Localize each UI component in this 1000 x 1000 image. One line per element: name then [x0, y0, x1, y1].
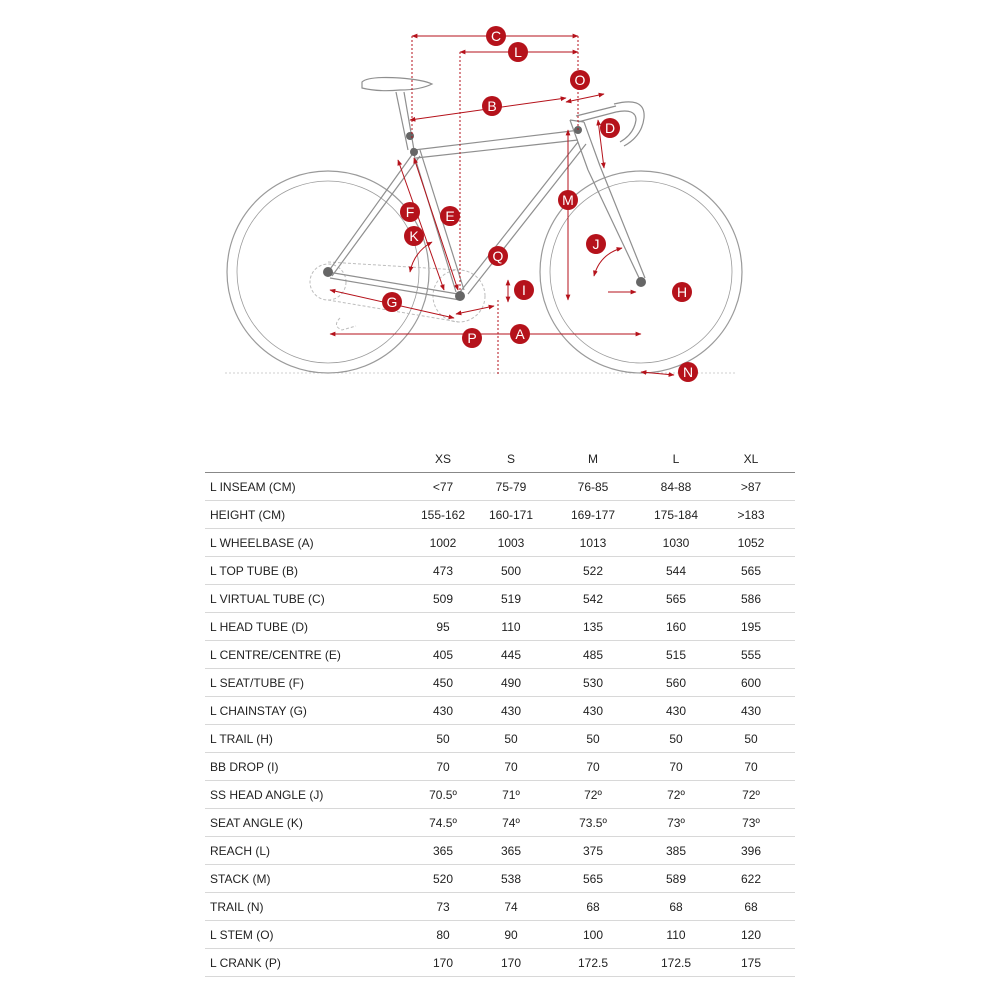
row-label: L HEAD TUBE (D) [205, 613, 405, 641]
table-cell: 600 [707, 669, 795, 697]
row-label: STACK (M) [205, 865, 405, 893]
bottom-bracket-node [455, 291, 465, 301]
row-label: HEIGHT (CM) [205, 501, 405, 529]
table-cell: 430 [405, 697, 481, 725]
table-cell: 100 [541, 921, 645, 949]
table-cell: 50 [645, 725, 707, 753]
marker-letter: H [676, 284, 688, 300]
table-cell: 430 [541, 697, 645, 725]
marker-letter: F [405, 204, 415, 220]
table-cell: 80 [405, 921, 481, 949]
size-header: M [588, 452, 598, 466]
table-cell: 172.5 [541, 949, 645, 977]
table-row [205, 893, 795, 921]
marker-letter: L [514, 44, 522, 60]
front-axle-node [636, 277, 646, 287]
table-cell: 170 [405, 949, 481, 977]
row-label: L WHEELBASE (A) [205, 529, 405, 557]
table-cell: 75-79 [481, 473, 541, 501]
table-cell: 73º [707, 809, 795, 837]
marker-letter: N [682, 364, 694, 380]
table-cell: 538 [481, 865, 541, 893]
table-cell: 68 [645, 893, 707, 921]
table-cell: 70 [645, 753, 707, 781]
saddle [362, 78, 432, 91]
marker-badge-l [508, 42, 528, 62]
table-row [205, 585, 795, 613]
table-cell: >183 [707, 501, 795, 529]
row-label: L CHAINSTAY (G) [205, 697, 405, 725]
rear-axle-node [323, 267, 333, 277]
marker-badge-h [672, 282, 692, 302]
table-cell: 1030 [645, 529, 707, 557]
table-cell: 74 [481, 893, 541, 921]
table-cell: 70.5º [405, 781, 481, 809]
marker-letter: M [562, 192, 574, 208]
measurement-lines [330, 36, 674, 375]
size-header: XS [434, 452, 451, 466]
size-header: S [506, 452, 515, 466]
table-cell: 70 [481, 753, 541, 781]
row-label: REACH (L) [205, 837, 405, 865]
marker-letter: K [409, 228, 419, 244]
table-row [205, 501, 795, 529]
table-cell: 430 [645, 697, 707, 725]
size-header: L [672, 452, 680, 466]
table-cell: 589 [645, 865, 707, 893]
table-cell: 135 [541, 613, 645, 641]
table-cell: 375 [541, 837, 645, 865]
table-cell: 509 [405, 585, 481, 613]
table-cell: 430 [707, 697, 795, 725]
table-cell: 365 [481, 837, 541, 865]
marker-badge-n [678, 362, 698, 382]
table-row [205, 641, 795, 669]
row-label: BB DROP (I) [205, 753, 405, 781]
table-cell: 430 [481, 697, 541, 725]
table-row [205, 865, 795, 893]
table-row [205, 781, 795, 809]
marker-badge-f [400, 202, 420, 222]
marker-letter: P [467, 330, 477, 346]
marker-badge-i [514, 280, 534, 300]
table-cell: 500 [481, 557, 541, 585]
table-row [205, 949, 795, 977]
table-row [205, 613, 795, 641]
table-row [205, 669, 795, 697]
table-cell: 520 [405, 865, 481, 893]
table-cell: 73º [645, 809, 707, 837]
table-cell: 445 [481, 641, 541, 669]
marker-badge-g [382, 292, 402, 312]
table-cell: 73 [405, 893, 481, 921]
header-blank [205, 446, 405, 473]
table-cell: 120 [707, 921, 795, 949]
row-label: TRAIL (N) [205, 893, 405, 921]
table-cell: 365 [405, 837, 481, 865]
table-cell: 70 [405, 753, 481, 781]
row-label: L TRAIL (H) [205, 725, 405, 753]
table-cell: 76-85 [541, 473, 645, 501]
table-cell: 70 [541, 753, 645, 781]
table-cell: 170 [481, 949, 541, 977]
table-row [205, 725, 795, 753]
table-cell: 160 [645, 613, 707, 641]
marker-letter: C [490, 28, 502, 44]
size-header: XL [743, 452, 759, 466]
row-label: L CENTRE/CENTRE (E) [205, 641, 405, 669]
table-cell: 72º [707, 781, 795, 809]
marker-badge-d [600, 118, 620, 138]
table-cell: 522 [541, 557, 645, 585]
table-cell: 172.5 [645, 949, 707, 977]
table-cell: 155-162 [405, 501, 481, 529]
table-cell: 70 [707, 753, 795, 781]
table-cell: 169-177 [541, 501, 645, 529]
table-cell: 1003 [481, 529, 541, 557]
marker-letter: A [515, 326, 525, 342]
table-cell: 560 [645, 669, 707, 697]
table-cell: 72º [541, 781, 645, 809]
table-cell: 195 [707, 613, 795, 641]
table-cell: 160-171 [481, 501, 541, 529]
table-cell: 68 [541, 893, 645, 921]
row-label: L VIRTUAL TUBE (C) [205, 585, 405, 613]
table-cell: 110 [645, 921, 707, 949]
table-cell: 485 [541, 641, 645, 669]
marker-badge-o [570, 70, 590, 90]
marker-letter: J [592, 236, 600, 252]
table-cell: 68 [707, 893, 795, 921]
marker-letter: O [574, 72, 586, 88]
table-cell: 1013 [541, 529, 645, 557]
table-cell: 50 [405, 725, 481, 753]
table-cell: 50 [707, 725, 795, 753]
row-label: L STEM (O) [205, 921, 405, 949]
table-cell: 50 [541, 725, 645, 753]
table-cell: 71º [481, 781, 541, 809]
row-label: SEAT ANGLE (K) [205, 809, 405, 837]
table-cell: 565 [541, 865, 645, 893]
table-row [205, 473, 795, 501]
table-row [205, 809, 795, 837]
seat-clamp-node [406, 132, 414, 140]
table-cell: 95 [405, 613, 481, 641]
marker-badge-c [486, 26, 506, 46]
table-cell: 175 [707, 949, 795, 977]
table-cell: 555 [707, 641, 795, 669]
marker-badge-b [482, 96, 502, 116]
geometry-table [205, 446, 795, 977]
marker-badge-j [586, 234, 606, 254]
table-cell: 1002 [405, 529, 481, 557]
table-cell: 450 [405, 669, 481, 697]
table-cell: 519 [481, 585, 541, 613]
table-row [205, 753, 795, 781]
table-cell: 544 [645, 557, 707, 585]
bike-geometry-diagram [0, 0, 1000, 400]
table-cell: 84-88 [645, 473, 707, 501]
row-label: L TOP TUBE (B) [205, 557, 405, 585]
table-row [205, 837, 795, 865]
marker-badge-k [404, 226, 424, 246]
table-cell: 72º [645, 781, 707, 809]
marker-badge-q [488, 246, 508, 266]
table-cell: 542 [541, 585, 645, 613]
size-header-row [205, 446, 795, 473]
table-cell: 473 [405, 557, 481, 585]
marker-letter: D [604, 120, 616, 136]
table-row [205, 557, 795, 585]
table-cell: <77 [405, 473, 481, 501]
table-cell: >87 [707, 473, 795, 501]
table-row [205, 697, 795, 725]
table-cell: 74º [481, 809, 541, 837]
row-label: L INSEAM (CM) [205, 473, 405, 501]
row-label: L SEAT/TUBE (F) [205, 669, 405, 697]
table-cell: 622 [707, 865, 795, 893]
table-cell: 74.5º [405, 809, 481, 837]
marker-badge-m [558, 190, 578, 210]
bike-frame [328, 92, 645, 300]
marker-letter: E [445, 208, 455, 224]
seat-cluster-node [410, 148, 418, 156]
row-label: SS HEAD ANGLE (J) [205, 781, 405, 809]
table-cell: 565 [707, 557, 795, 585]
table-cell: 175-184 [645, 501, 707, 529]
table-cell: 385 [645, 837, 707, 865]
table-cell: 396 [707, 837, 795, 865]
marker-letter: Q [492, 248, 504, 264]
marker-letter: I [522, 282, 526, 298]
table-cell: 586 [707, 585, 795, 613]
marker-letter: G [386, 294, 398, 310]
table-cell: 90 [481, 921, 541, 949]
table-cell: 50 [481, 725, 541, 753]
row-label: L CRANK (P) [205, 949, 405, 977]
marker-badge-p [462, 328, 482, 348]
table-cell: 405 [405, 641, 481, 669]
table-row [205, 529, 795, 557]
marker-letter: B [487, 98, 497, 114]
table-cell: 515 [645, 641, 707, 669]
marker-badge-a [510, 324, 530, 344]
table-cell: 73.5º [541, 809, 645, 837]
marker-badge-e [440, 206, 460, 226]
table-cell: 530 [541, 669, 645, 697]
table-cell: 1052 [707, 529, 795, 557]
table-row [205, 921, 795, 949]
table-cell: 110 [481, 613, 541, 641]
table-cell: 490 [481, 669, 541, 697]
table-cell: 565 [645, 585, 707, 613]
